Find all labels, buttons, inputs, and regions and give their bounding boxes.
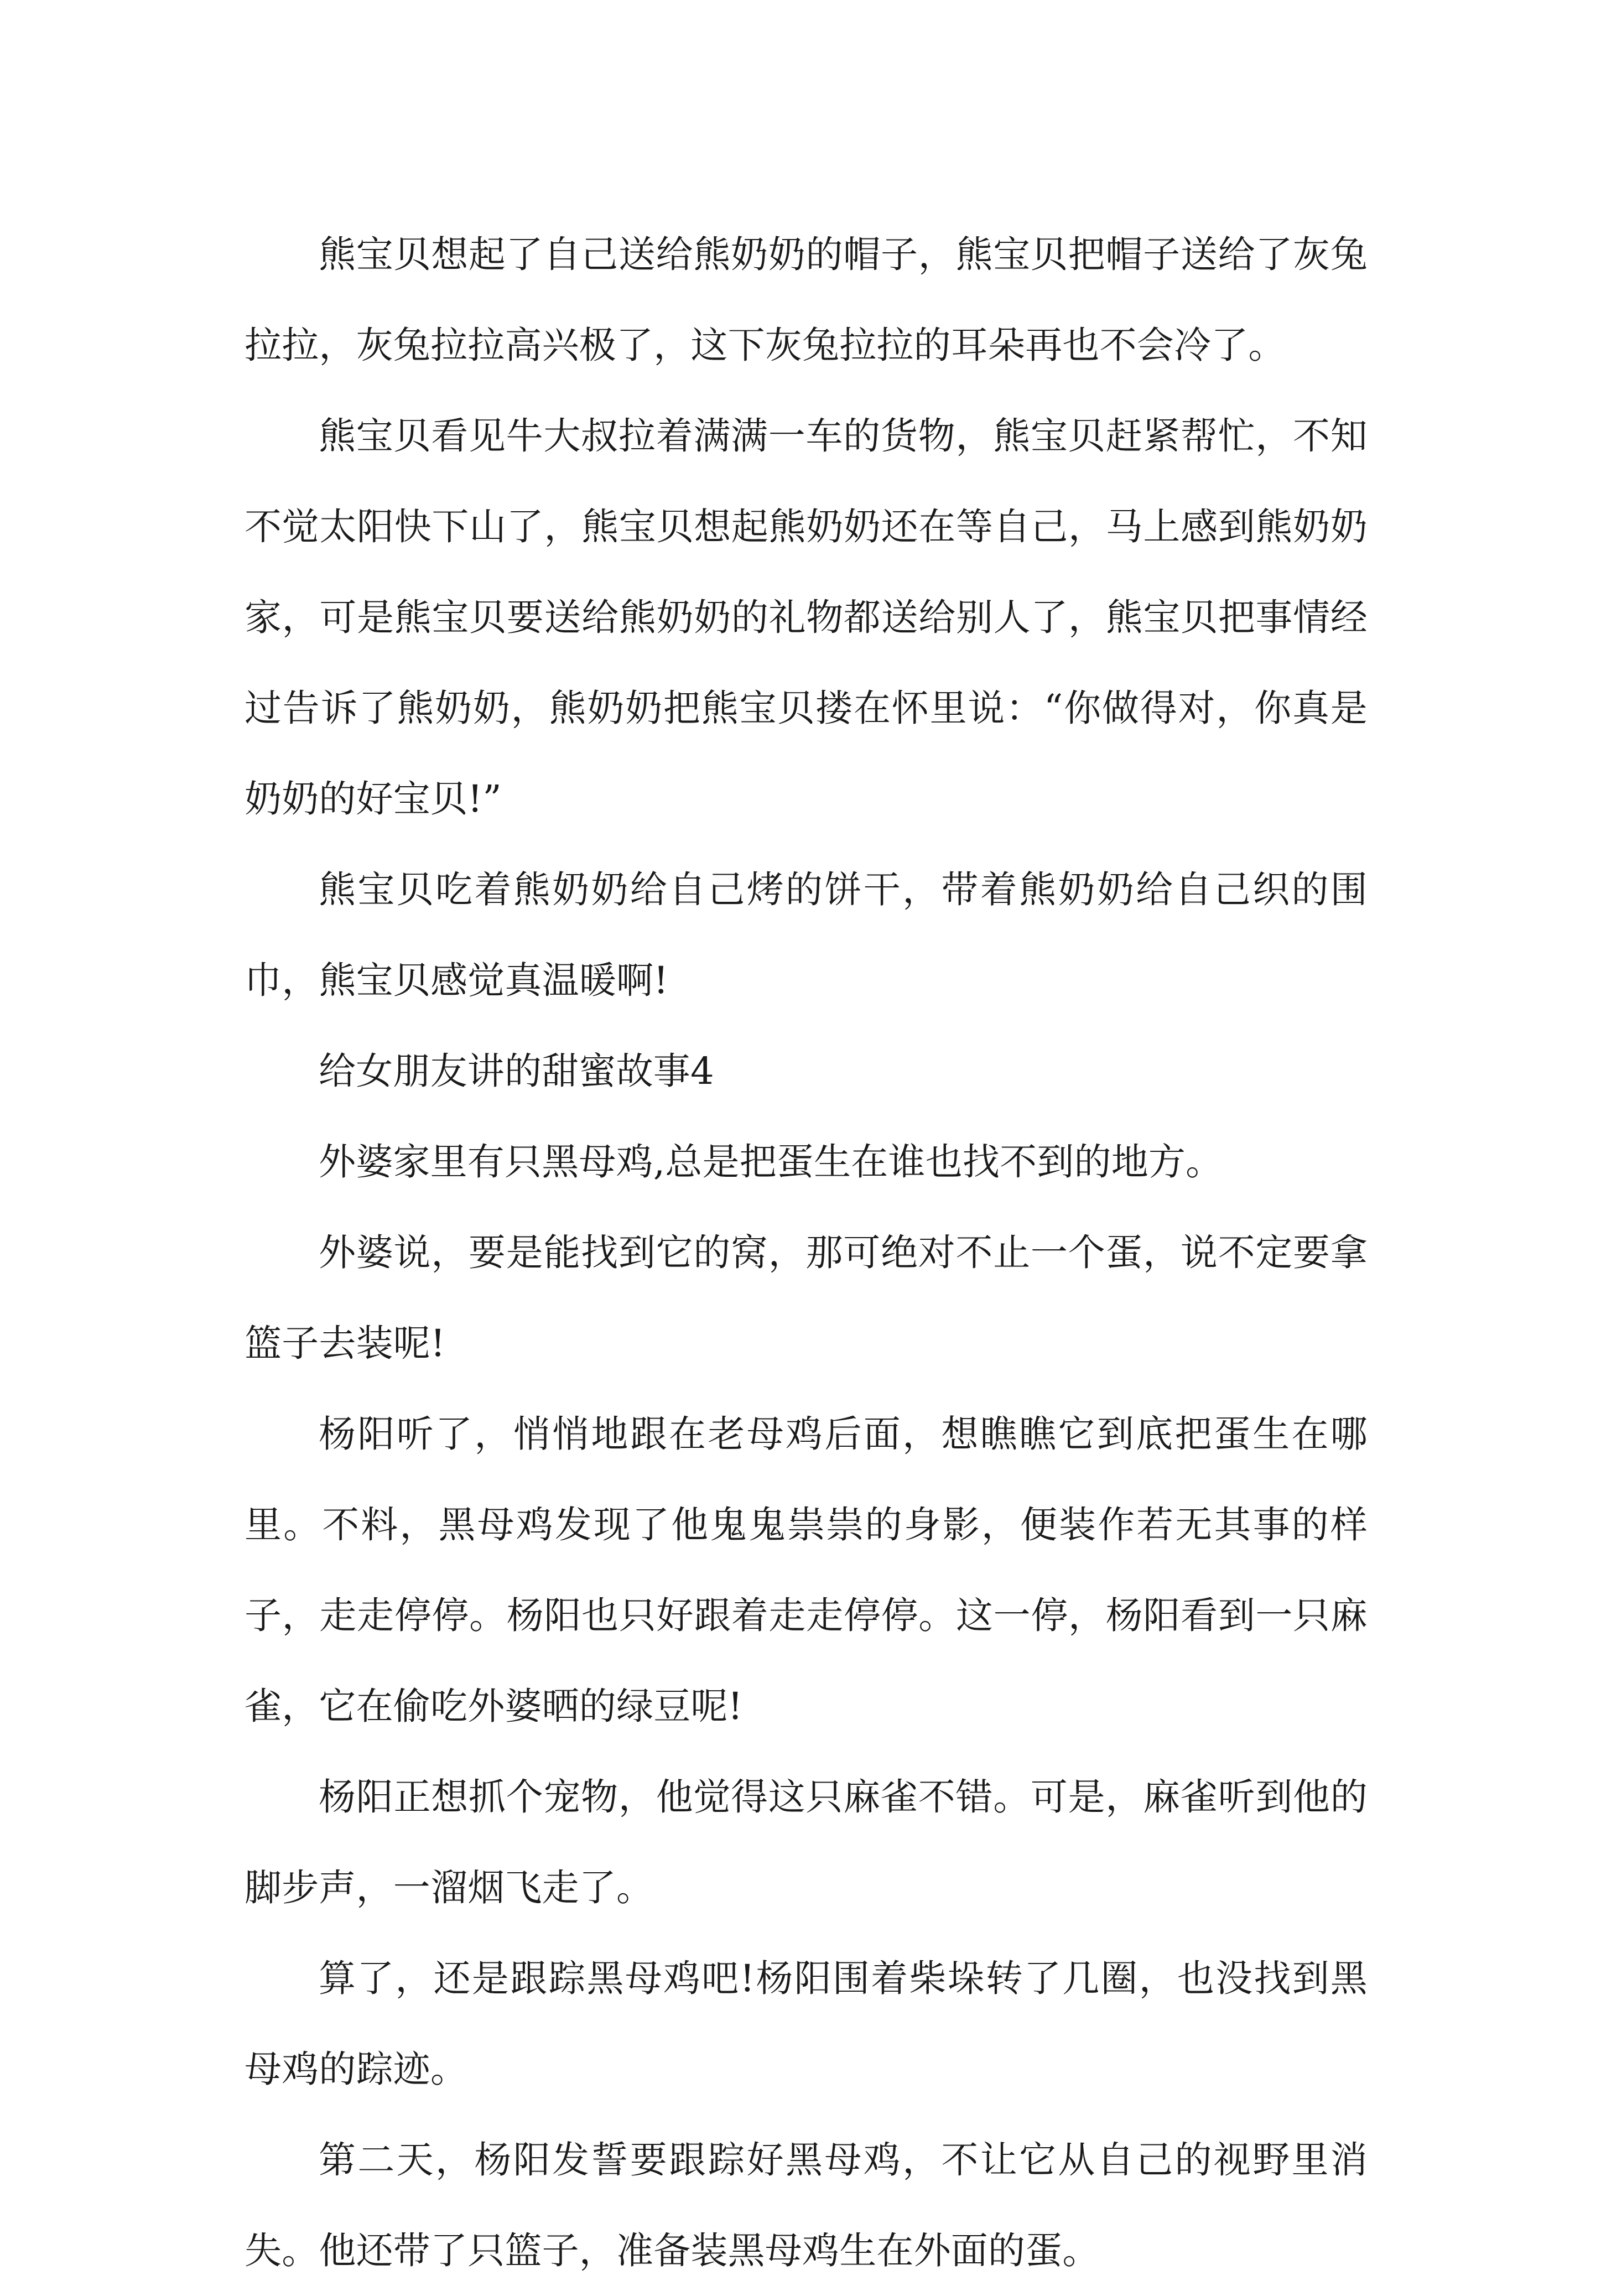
paragraph-7: 杨阳听了，悄悄地跟在老母鸡后面，想瞧瞧它到底把蛋生在哪里。不料，黑母鸡发现了他鬼鬼祟祟的身影，便装作若无其事的样子，走走停停。杨阳也只好跟着走走停停。这一停，杨阳看到一只麻雀，它在偷吃外婆晒的绿豆呢! (245, 1412, 1368, 1728)
paragraph-6: 外婆说，要是能找到它的窝，那可绝对不止一个蛋，说不定要拿篮子去装呢! (245, 1231, 1368, 1365)
section-heading: 给女朋友讲的甜蜜故事4 (319, 1050, 714, 1093)
paragraph-10: 第二天，杨阳发誓要跟踪好黑母鸡，不让它从自己的视野里消失。他还带了只篮子，准备装黑母鸡生在外面的蛋。 (245, 2138, 1368, 2272)
paragraph-8: 杨阳正想抓个宠物，他觉得这只麻雀不错。可是，麻雀听到他的脚步声，一溜烟飞走了。 (245, 1775, 1368, 1909)
paragraph-1: 熊宝贝想起了自己送给熊奶奶的帽子，熊宝贝把帽子送给了灰兔拉拉，灰兔拉拉高兴极了，这下灰兔拉拉的耳朵再也不会冷了。 (245, 233, 1368, 367)
body-text (245, 209, 1368, 2296)
paragraph-5: 外婆家里有只黑母鸡,总是把蛋生在谁也找不到的地方。 (319, 1140, 1223, 1183)
paragraph-2: 熊宝贝看见牛大叔拉着满满一车的货物，熊宝贝赶紧帮忙，不知不觉太阳快下山了，熊宝贝想起熊奶奶还在等自己，马上感到熊奶奶家，可是熊宝贝要送给熊奶奶的礼物都送给别人了，熊宝贝把事情经过告诉了熊奶奶，熊奶奶把熊宝贝搂在怀里说：“你做得对，你真是奶奶的好宝贝!” (245, 414, 1368, 820)
paragraph-3: 熊宝贝吃着熊奶奶给自己烤的饼干，带着熊奶奶给自己织的围巾，熊宝贝感觉真温暖啊! (245, 868, 1368, 1002)
paragraph-9: 算了，还是跟踪黑母鸡吧!杨阳围着柴垛转了几圈，也没找到黑母鸡的踪迹。 (245, 1957, 1368, 2091)
